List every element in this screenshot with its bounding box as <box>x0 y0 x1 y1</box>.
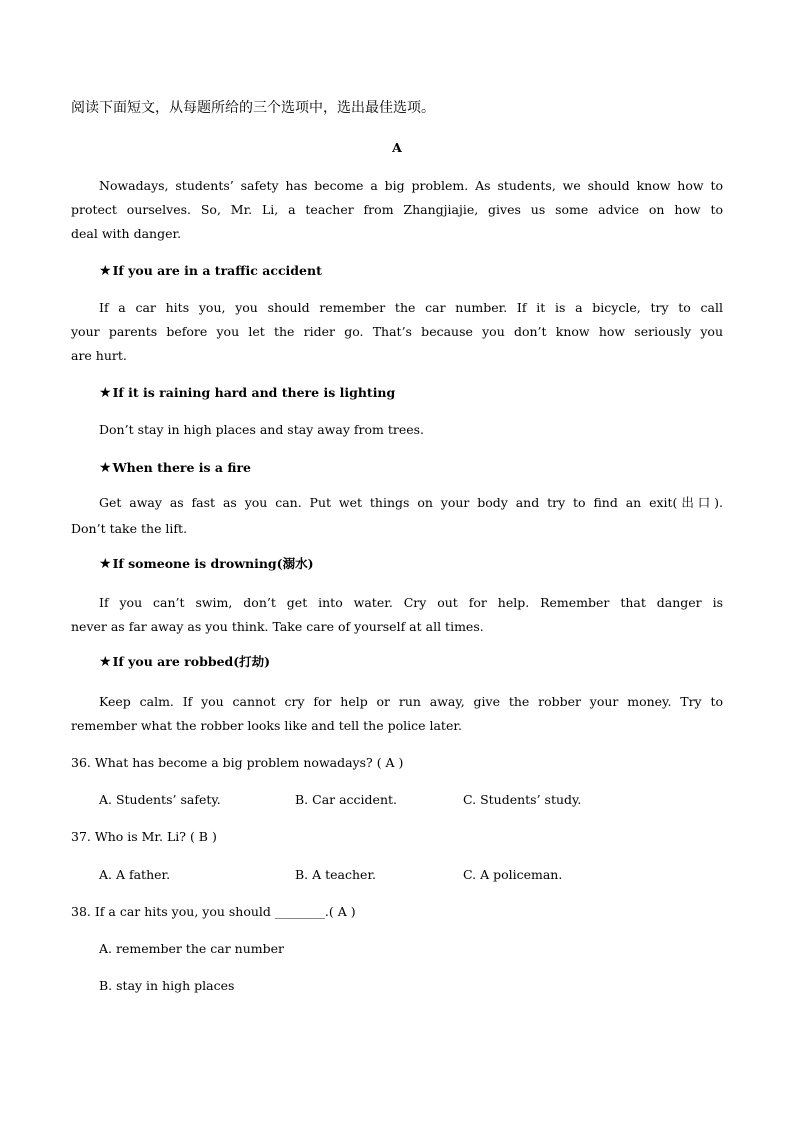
question-38-option-a: A. remember the car number <box>99 941 284 956</box>
star-icon: ★ <box>99 556 112 572</box>
section-heading <box>99 556 751 572</box>
paragraph-line: Keep calm. If you cannot cry for help or run away, give the robber your money. Try to <box>99 694 723 709</box>
question-37-option-a: A. A father. <box>99 867 171 882</box>
star-icon: ★ <box>99 460 112 476</box>
paragraph-line: Get away as fast as you can. Put wet things on your body and try to find an exit(出口). <box>99 495 723 510</box>
paragraph-line: protect ourselves. So, Mr. Li, a teacher from Zhangjiajie, gives us some advice on how to <box>71 202 723 217</box>
question-36-option-a: A. Students’ safety. <box>99 792 221 807</box>
heading-text: If someone is drowning(溺水) <box>112 556 314 571</box>
paragraph-line: deal with danger. <box>71 226 182 241</box>
question-37-stem: 37. Who is Mr. Li? ( B ) <box>71 829 217 844</box>
paragraph-line: If a car hits you, you should remember the car number. If it is a bicycle, try to call <box>99 300 723 315</box>
heading-text: If it is raining hard and there is lighting <box>112 385 396 400</box>
section-heading <box>99 385 751 401</box>
question-36-option-c: C. Students’ study. <box>463 792 582 807</box>
heading-text: When there is a fire <box>112 460 252 475</box>
heading-text: If you are in a traffic accident <box>112 263 322 278</box>
paragraph-line: are hurt. <box>71 348 127 363</box>
paragraph-line: If you can’t swim, don’t get into water. Cry out for help. Remember that danger is <box>99 595 723 610</box>
star-icon: ★ <box>99 263 112 279</box>
question-38-stem: 38. If a car hits you, you should ________.( A ) <box>71 904 356 919</box>
star-icon: ★ <box>99 654 112 670</box>
section-heading <box>99 654 751 670</box>
star-icon: ★ <box>99 385 112 401</box>
question-36-option-b: B. Car accident. <box>295 792 397 807</box>
paragraph-line: Nowadays, students’ safety has become a big problem. As students, we should know how to <box>99 178 723 193</box>
heading-text: If you are robbed(打劫) <box>112 654 271 669</box>
paragraph-line: never as far away as you think. Take care of yourself at all times. <box>71 619 484 634</box>
paragraph-line: Don’t stay in high places and stay away from trees. <box>99 422 425 437</box>
question-37-option-b: B. A teacher. <box>295 867 377 882</box>
paragraph-line: remember what the robber looks like and tell the police later. <box>71 718 462 733</box>
section-label: A <box>392 140 402 155</box>
section-heading <box>99 263 751 279</box>
paragraph-line: Don’t take the lift. <box>71 521 188 536</box>
question-37-option-c: C. A policeman. <box>463 867 563 882</box>
question-38-option-b: B. stay in high places <box>99 978 235 993</box>
paragraph-line: your parents before you let the rider go. That’s because you don’t know how seriously you <box>71 324 723 339</box>
section-heading <box>99 460 751 476</box>
question-36-stem: 36. What has become a big problem nowadays? ( A ) <box>71 755 404 770</box>
instruction-text: 阅读下面短文，从每题所给的三个选项中，选出最佳选项。 <box>71 100 435 116</box>
